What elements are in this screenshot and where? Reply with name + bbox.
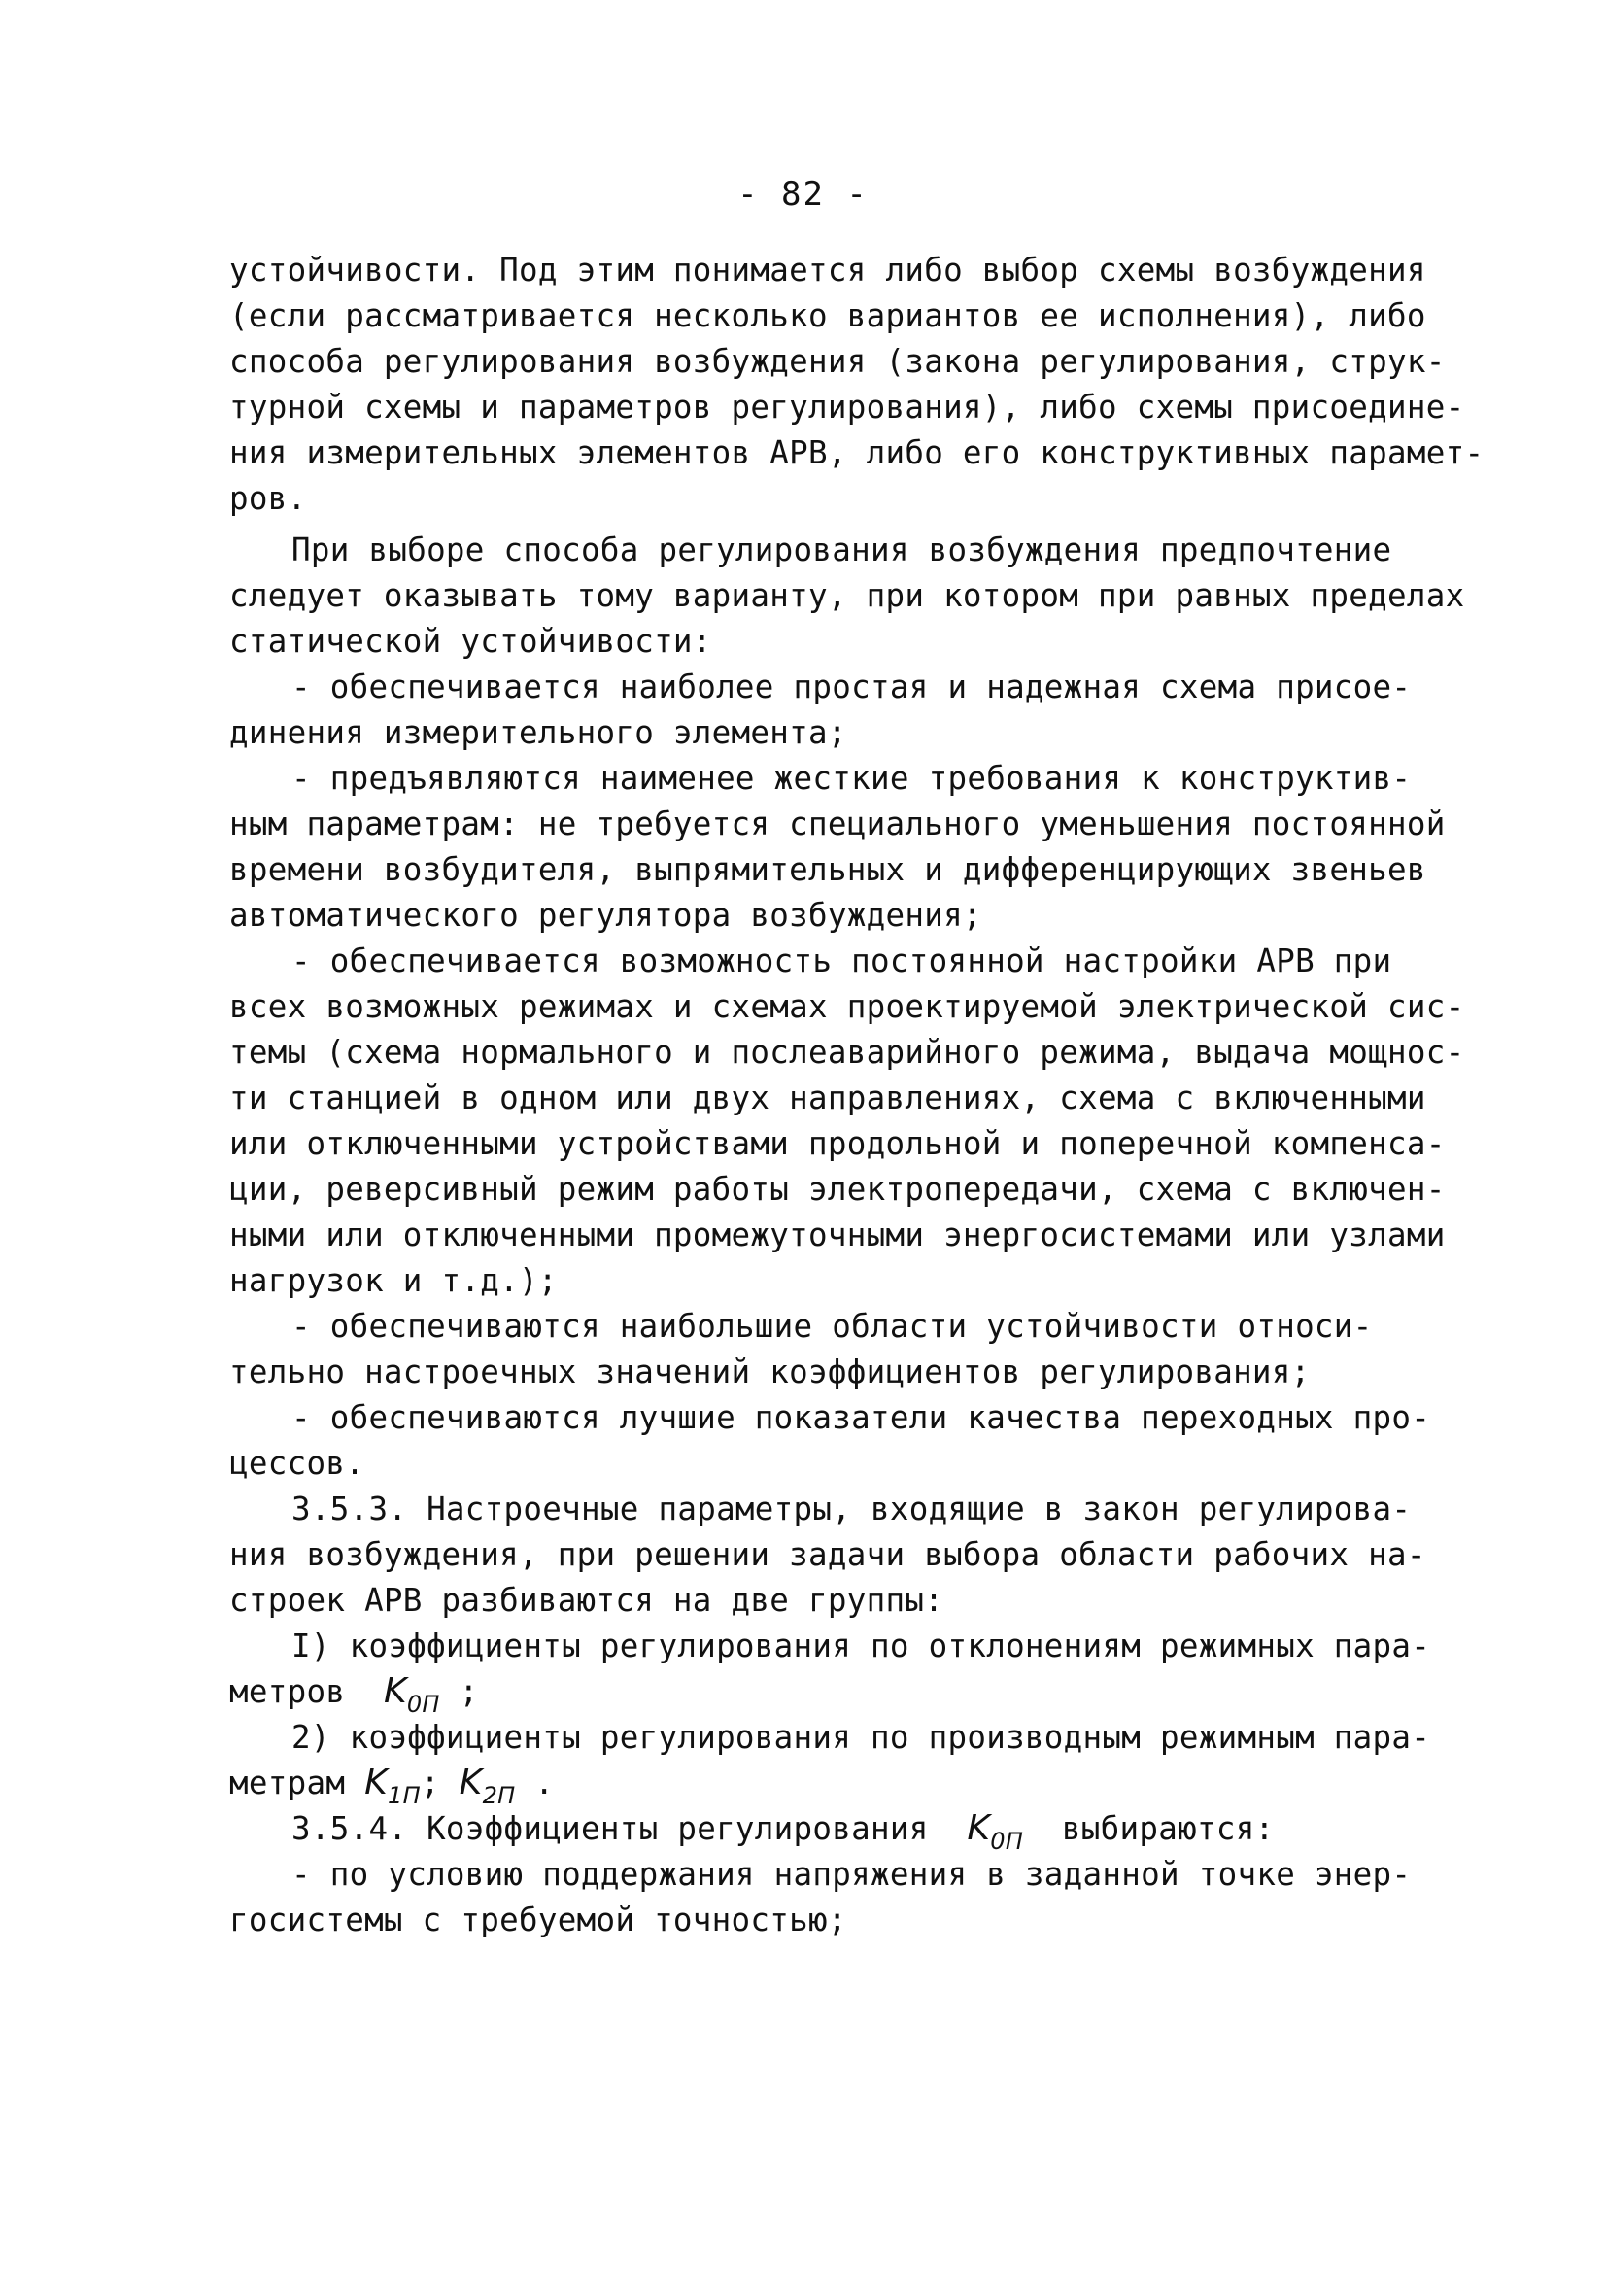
text-line: автоматического регулятора возбуждения;	[229, 897, 982, 934]
text-line-with-symbol	[229, 1764, 554, 1815]
text-fragment: .	[534, 1765, 555, 1801]
paragraph-start: При выборе способа регулирования возбуждения предпочтение	[291, 531, 1392, 568]
list-item: - обеспечивается наиболее простая и надежная схема присое-	[291, 668, 1412, 705]
text-line: или отключенными устройствами продольной и поперечной компенса-	[229, 1125, 1446, 1162]
text-line: ти станцией в одном или двух направлениях, схема с включенными	[229, 1079, 1426, 1116]
section-3-5-3: 3.5.3. Настроечные параметры, входящие в закон регулирова-	[291, 1491, 1412, 1527]
text-line: всех возможных режимах и схемах проектируемой электрической сис-	[229, 988, 1465, 1025]
group-item-2: 2) коэффициенты регулирования по производным режимным пара-	[291, 1719, 1431, 1756]
text-line: времени возбудителя, выпрямительных и дифференцирующих звеньев	[229, 851, 1426, 888]
text-line: статической устойчивости:	[229, 623, 712, 660]
text-line-with-symbol	[229, 1672, 479, 1724]
list-item: - обеспечиваются лучшие показатели качества переходных про-	[291, 1399, 1431, 1436]
text-fragment: метрам	[229, 1765, 346, 1801]
section-3-5-4	[291, 1809, 1274, 1861]
text-line: ния измерительных элементов АРВ, либо его конструктивных парамет-	[229, 434, 1485, 471]
symbol-k0p: $K_{0П}$	[967, 1808, 1024, 1855]
text-line: устойчивости. Под этим понимается либо выбор схемы возбуждения	[229, 252, 1426, 289]
text-line: турной схемы и параметров регулирования), либо схемы присоедине-	[229, 389, 1465, 426]
list-item: - обеспечиваются наибольшие области устойчивости относи-	[291, 1308, 1373, 1345]
text-line: темы (схема нормального и послеаварийного режима, выдача мощнос-	[229, 1034, 1465, 1071]
list-item: - по условию поддержания напряжения в заданной точке энер-	[291, 1856, 1412, 1893]
symbol-k0p: $K_{0П}$	[383, 1671, 440, 1718]
symbol-k1p: $K_{1П}$	[364, 1763, 421, 1809]
page-number: - 82 -	[737, 175, 869, 214]
text-line: цессов.	[229, 1445, 365, 1482]
text-line: нагрузок и т.д.);	[229, 1262, 558, 1299]
text-line: ции, реверсивный режим работы электропередачи, схема с включен-	[229, 1171, 1446, 1208]
text-line: строек АРВ разбиваются на две группы:	[229, 1582, 944, 1619]
text-line: ров.	[229, 480, 307, 517]
text-line: (если рассматривается несколько вариантов ее исполнения), либо	[229, 297, 1426, 334]
text-line: тельно настроечных значений коэффициентов регулирования;	[229, 1354, 1311, 1390]
text-line: ным параметрам: не требуется специального уменьшения постоянной	[229, 805, 1446, 842]
text-fragment: выбираются:	[1061, 1810, 1275, 1847]
text-line: следует оказывать тому варианту, при котором при равных пределах	[229, 577, 1465, 614]
text-line: ния возбуждения, при решении задачи выбора области рабочих на-	[229, 1536, 1426, 1573]
text-line: динения измерительного элемента;	[229, 714, 847, 751]
text-fragment: ;	[459, 1673, 479, 1710]
text-line: ными или отключенными промежуточными энергосистемами или узлами	[229, 1217, 1446, 1253]
text-line: способа регулирования возбуждения (закона регулирования, струк-	[229, 343, 1446, 380]
list-item: - обеспечивается возможность постоянной настройки АРВ при	[291, 942, 1392, 979]
text-fragment: 3.5.4. Коэффициенты регулирования	[291, 1810, 929, 1847]
list-item: - предъявляются наименее жесткие требования к конструктив-	[291, 760, 1412, 797]
text-fragment: метров	[229, 1673, 346, 1710]
text-fragment: ;	[420, 1765, 440, 1801]
group-item-1: I) коэффициенты регулирования по отклонениям режимных пара-	[291, 1628, 1431, 1664]
text-line: госистемы с требуемой точностью;	[229, 1902, 847, 1938]
symbol-k2p: $K_{2П}$	[459, 1763, 516, 1809]
